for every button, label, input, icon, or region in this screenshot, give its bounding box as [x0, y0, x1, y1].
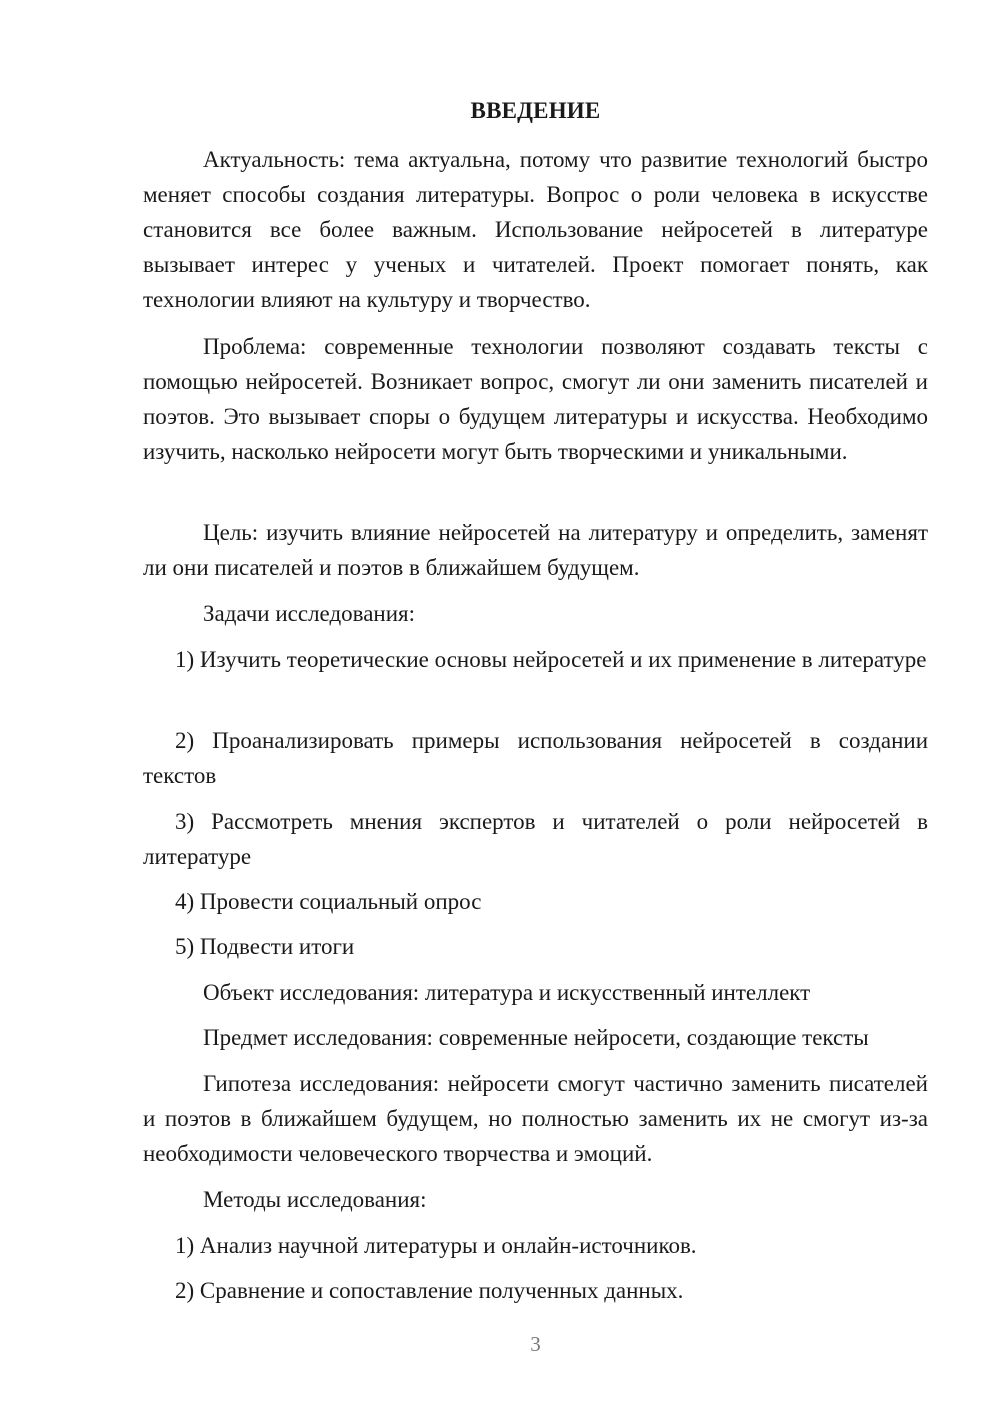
hypothesis-paragraph: Гипотеза исследования: нейросети смогут частично заменить писателей и поэтов в ближайшем будущем, но полностью заменить их не смогут из-за необходимости человеческого творчества и эмоций. [143, 1071, 928, 1166]
page-number: 3 [530, 1332, 541, 1356]
task-item-2: 2) Проанализировать примеры использования нейросетей в создании текстов [143, 728, 928, 788]
tasks-heading: Задачи исследования: [203, 601, 416, 626]
methods-heading: Методы исследования: [203, 1187, 427, 1212]
task-item-4: 4) Провести социальный опрос [175, 889, 482, 914]
research-subject: Предмет исследования: современные нейросети, создающие тексты [203, 1025, 869, 1050]
method-item-1: 1) Анализ научной литературы и онлайн-источников. [175, 1233, 697, 1258]
task-item-5: 5) Подвести итоги [175, 934, 355, 959]
relevance-paragraph: Актуальность: тема актуальна, потому что развитие технологий быстро меняет способы создания литературы. Вопрос о роли человека в искусстве становится все более важным. Использование нейросетей в литературе вызывает интерес у ученых и читателей. Проект помогает понять, как технологии влияют на культуру и творчество. [143, 147, 928, 312]
method-item-2: 2) Сравнение и сопоставление полученных данных. [175, 1278, 684, 1303]
task-item-3: 3) Рассмотреть мнения экспертов и читателей о роли нейросетей в литературе [143, 809, 928, 869]
task-item-1: 1) Изучить теоретические основы нейросетей и их применение в литературе [175, 647, 927, 672]
problem-paragraph: Проблема: современные технологии позволяют создавать тексты с помощью нейросетей. Возникает вопрос, смогут ли они заменить писателей и поэтов. Это вызывает споры о будущем литературы и искусства. Необходимо изучить, насколько нейросети могут быть творческими и уникальными. [143, 334, 928, 464]
page-title: ВВЕДЕНИЕ [470, 98, 601, 123]
goal-paragraph: Цель: изучить влияние нейросетей на литературу и определить, заменят ли они писателей и поэтов в ближайшем будущем. [143, 520, 928, 580]
research-object: Объект исследования: литература и искусственный интеллект [203, 980, 811, 1005]
